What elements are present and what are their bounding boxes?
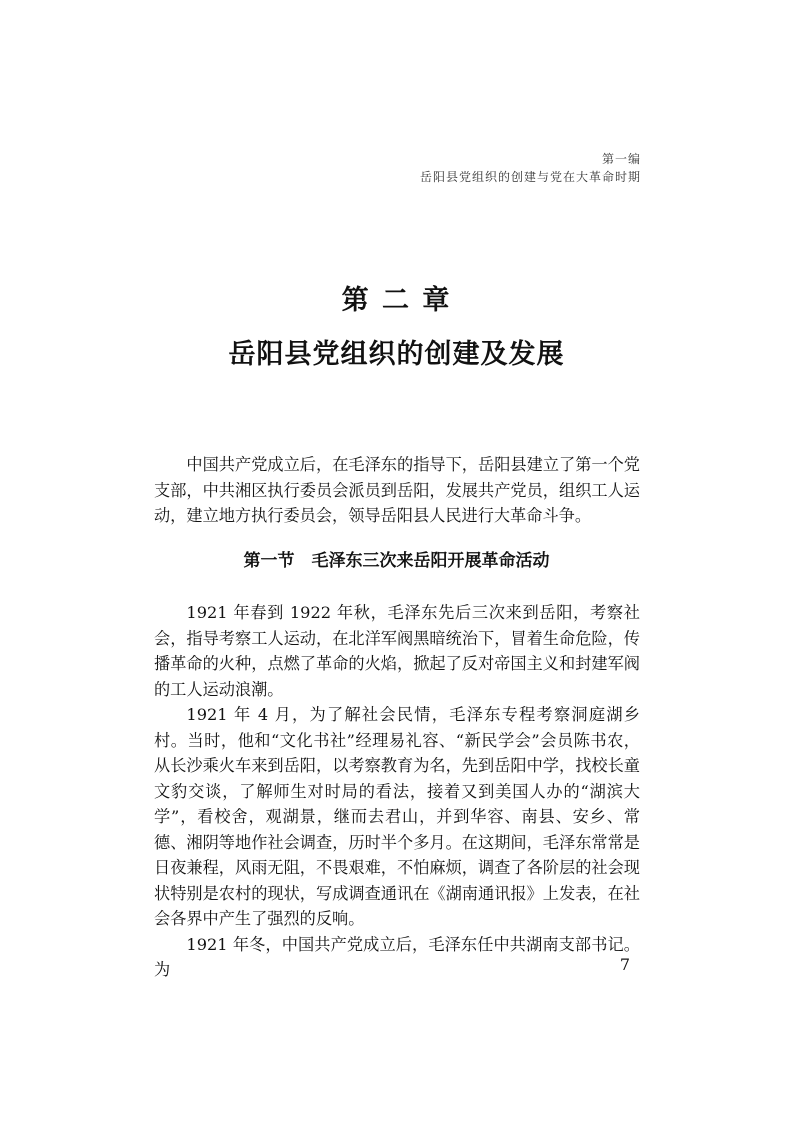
body-paragraph-2: 1921 年 4 月，为了解社会民情，毛泽东专程考察洞庭湖乡村。当时，他和“文化书社”经理易礼容、“新民学会”会员陈书农，从长沙乘火车来到岳阳，以考察教育为名，先到岳阳中学，找校长童文豹交谈，了解师生对时局的看法，接着又到美国人办的“湖滨大学”，看校舍，观湖景，继而去君山，并到华容、南县、安乡、常德、湘阴等地作社会调查，历时半个多月。在这期间，毛泽东常常是日夜兼程，风雨无阻，不畏艰难，不怕麻烦，调查了各阶层的社会现状特别是农村的现状，写成调查通讯在《湖南通讯报》上发表，在社会各界中产生了强烈的反响。 [154,705,640,928]
chapter-label: 第 二 章 [341,285,452,316]
section-heading: 第一节 毛泽东三次来岳阳开展革命活动 [243,551,550,571]
page-number: 7 [619,955,630,974]
intro-paragraph: 中国共产党成立后，在毛泽东的指导下，岳阳县建立了第一个党支部，中共湘区执行委员会派员到岳阳，发展共产党员，组织工人运动，建立地方执行委员会，领导岳阳县人民进行大革命斗争。 [154,455,640,525]
running-head [420,150,641,186]
running-head-title: 岳阳县党组织的创建与党在大革命时期 [419,170,641,184]
running-head-part: 第一编 [601,152,641,166]
section-body [154,600,640,983]
chapter-intro [154,452,640,529]
body-paragraph-1: 1921 年春到 1922 年秋，毛泽东先后三次来到岳阳，考察社会，指导考察工人运动，在北洋军阀黑暗统治下，冒着生命危险，传播革命的火种，点燃了革命的火焰，掀起了反对帝国主义和封建军阀的工人运动浪潮。 [154,603,640,699]
chapter-title: 岳阳县党组织的创建及发展 [228,339,565,370]
body-paragraph-3: 1921 年冬，中国共产党成立后，毛泽东任中共湖南支部书记。为 [154,934,640,979]
